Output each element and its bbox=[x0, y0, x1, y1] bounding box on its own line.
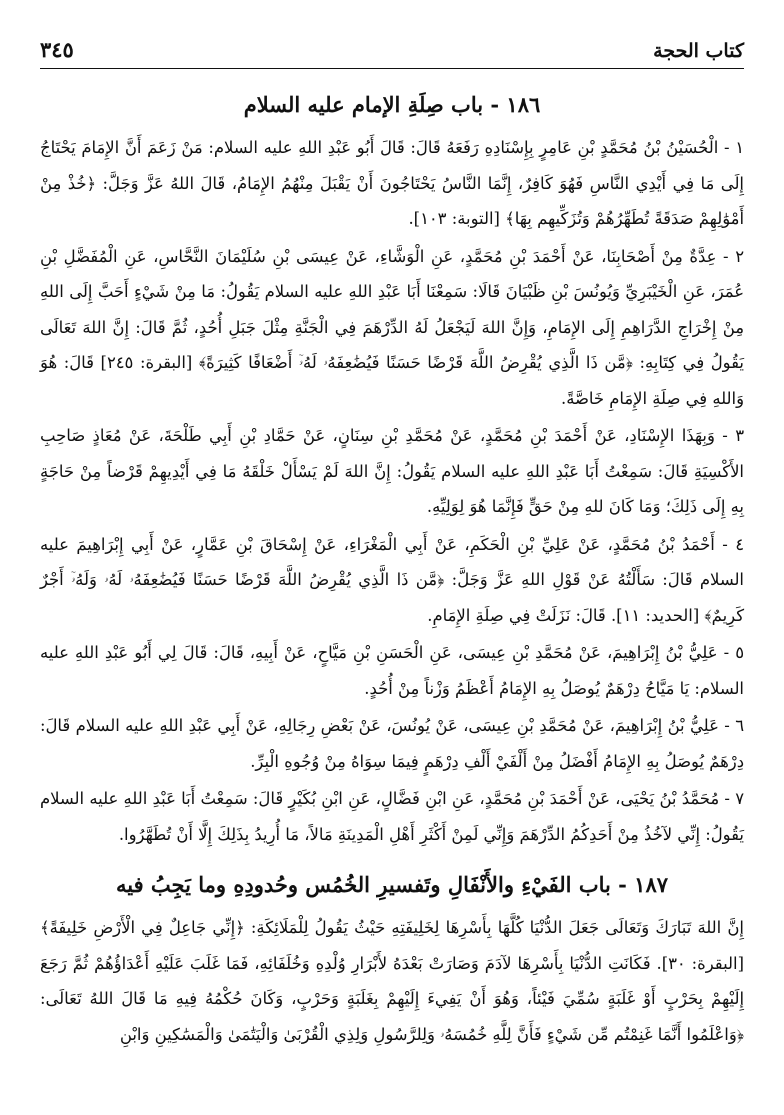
page-content bbox=[40, 88, 744, 1054]
hadith-5: ٥ - عَلِيُّ بْنُ إِبْرَاهِيمَ، عَنْ مُحَمَّدِ بْنِ عِيسَى، عَنِ الْحَسَنِ بْنِ مَيَّاحٍ، عَنْ أَبِيهِ، قَالَ: قَالَ لِي أَبُو عَبْدِ اللهِ عليه السلام: يَا مَيَّاحُ دِرْهَمٌ يُوصَلُ بِهِ الإِمَامُ أَعْظَمُ وَزْناً مِنْ أُحُدٍ. bbox=[40, 643, 744, 698]
hadith-6: ٦ - عَلِيُّ بْنُ إِبْرَاهِيمَ، عَنْ مُحَمَّدِ بْنِ عِيسَى، عَنْ يُونُسَ، عَنْ بَعْضِ رِجَالِهِ، عَنْ أَبِي عَبْدِ اللهِ عليه السلام قَالَ: دِرْهَمٌ يُوصَلُ بِهِ الإِمَامُ أَفْضَلُ مِنْ أَلْفَيْ أَلْفِ دِرْهَمٍ فِيمَا سِوَاهُ مِنْ وُجُوهِ الْبِرِّ. bbox=[40, 716, 744, 771]
running-header bbox=[40, 28, 744, 69]
page-number: ٣٤٥ bbox=[40, 37, 74, 62]
chapter-heading-186: ١٨٦ - باب صِلَةِ الإمام عليه السلام bbox=[243, 92, 541, 117]
hadith-2: ٢ - عِدَّةٌ مِنْ أَصْحَابِنَا، عَنْ أَحْمَدَ بْنِ مُحَمَّدٍ، عَنِ الْوَشَّاءِ، عَنْ عِيسَى بْنِ سُلَيْمَانَ النَّحَّاسِ، عَنِ الْمُفَضَّلِ بْنِ عُمَرَ، عَنِ الْخَيْبَرِيِّ وَيُونُسَ بْنِ ظَبْيَانَ قَالَا: سَمِعْنَا أَبَا عَبْدِ اللهِ عليه السلام يَقُولُ: مَا مِنْ شَيْءٍ أَحَبَّ إِلَى اللهِ مِنْ إِخْرَاجِ الدَّرَاهِمِ إِلَى الإِمَامِ، وَإِنَّ اللهَ لَيَجْعَلُ لَهُ الدِّرْهَمَ فِي الْجَنَّةِ مِثْلَ جَبَلِ أُحُدٍ، ثُمَّ قَالَ: إِنَّ اللهَ تَعَالَى يَقُولُ فِي كِتَابِهِ: ﴿مَّن ذَا الَّذِي يُقْرِضُ اللَّهَ قَرْضًا حَسَنًا فَيُضَٰعِفَهُۥ لَهُۥٓ أَضْعَافًا كَثِيرَةً﴾ [البقرة: ٢٤٥] قَالَ: هُوَ وَاللهِ فِي صِلَةِ الإِمَامِ خَاصَّةً. bbox=[40, 246, 744, 408]
book-title: كتاب الحجة bbox=[653, 40, 744, 62]
chapter-heading-187: ١٨٧ - باب الفَيْءِ والأَنْفَالِ وتَفسيرِ الخُمُس وحُدودِهِ وما يَجِبُ فيه bbox=[115, 872, 669, 897]
section-spacer bbox=[40, 854, 744, 868]
hadith-1: ١ - الْحُسَيْنُ بْنُ مُحَمَّدٍ بْنِ عَامِرٍ بِإِسْنَادِهِ رَفَعَهُ قَالَ: قَالَ أَبُو عَبْدِ اللهِ عليه السلام: مَنْ زَعَمَ أَنَّ الإِمَامَ يَحْتَاجُ إِلَى مَا فِي أَيْدِي النَّاسِ فَهُوَ كَافِرٌ، إِنَّمَا النَّاسُ يَحْتَاجُونَ أَنْ يَقْبَلَ مِنْهُمُ الإِمَامُ، قَالَ اللهُ عَزَّ وَجَلَّ: ﴿خُذْ مِنْ أَمْوَٰلِهِمْ صَدَقَةً تُطَهِّرُهُمْ وَتُزَكِّيهِم بِهَا﴾ [التوبة: ١٠٣]. bbox=[40, 138, 744, 228]
hadith-3: ٣ - وَبِهَذَا الإِسْنَادِ، عَنْ أَحْمَدَ بْنِ مُحَمَّدٍ، عَنْ مُحَمَّدِ بْنِ سِنَانٍ، عَنْ حَمَّادِ بْنِ أَبِي طَلْحَةَ، عَنْ مُعَاذٍ صَاحِبِ الأَكْسِيَةِ قَالَ: سَمِعْتُ أَبَا عَبْدِ اللهِ عليه السلام يَقُولُ: إِنَّ اللهَ لَمْ يَسْأَلْ خَلْقَهُ مَا فِي أَيْدِيهِمْ قَرْضاً مِنْ حَاجَةٍ بِهِ إِلَى ذَلِكَ؛ وَمَا كَانَ للهِ مِنْ حَقٍّ فَإِنَّمَا هُوَ لِوَلِيِّهِ. bbox=[40, 426, 744, 516]
hadith-7: ٧ - مُحَمَّدُ بْنُ يَحْيَى، عَنْ أَحْمَدَ بْنِ مُحَمَّدٍ، عَنِ ابْنِ فَضَّالٍ، عَنِ ابْنِ بُكَيْرٍ قَالَ: سَمِعْتُ أَبَا عَبْدِ اللهِ عليه السلام يَقُولُ: إِنِّي لآخُذُ مِنْ أَحَدِكُمُ الدِّرْهَمَ وَإِنِّي لَمِنْ أَكْثَرِ أَهْلِ الْمَدِينَةِ مَالاً، مَا أُرِيدُ بِذَلِكَ إِلَّا أَنْ تُطَهَّرُوا. bbox=[40, 789, 744, 844]
chapter-187-intro: إِنَّ اللهَ تَبَارَكَ وَتَعَالَى جَعَلَ الدُّنْيَا كُلَّهَا بِأَسْرِهَا لِخَلِيفَتِهِ حَيْثُ يَقُولُ لِلْمَلَائِكَةِ: ﴿إِنِّي جَاعِلٌ فِي الْأَرْضِ خَلِيفَةً﴾ [البقرة: ٣٠]. فَكَانَتِ الدُّنْيَا بِأَسْرِهَا لآدَمَ وَصَارَتْ بَعْدَهُ لأَبْرَارِ وُلْدِهِ وَخُلَفَائِهِ، فَمَا غَلَبَ عَلَيْهِ أَعْدَاؤُهُمْ ثُمَّ رَجَعَ إِلَيْهِمْ بِحَرْبٍ أَوْ غَلَبَةٍ سُمِّيَ فَيْئاً، وَهُوَ أَنْ يَفِيءَ إِلَيْهِمْ بِغَلَبَةٍ وَحَرْبٍ، وَكَانَ حُكْمُهُ فِيهِ مَا قَالَ اللهُ تَعَالَى: ﴿وَاعْلَمُوا أَنَّمَا غَنِمْتُم مِّن شَيْءٍ فَأَنَّ لِلَّهِ خُمُسَهُۥ وَلِلرَّسُولِ وَلِذِي الْقُرْبَىٰ وَالْيَتَٰمَىٰ وَالْمَسَٰكِينِ وَابْنِ bbox=[40, 918, 744, 1044]
hadith-4: ٤ - أَحْمَدُ بْنُ مُحَمَّدٍ، عَنْ عَلِيِّ بْنِ الْحَكَمِ، عَنْ أَبِي الْمَغْرَاءِ، عَنْ إِسْحَاقَ بْنِ عَمَّارٍ، عَنْ أَبِي إِبْرَاهِيمَ عليه السلام قَالَ: سَأَلْتُهُ عَنْ قَوْلِ اللهِ عَزَّ وَجَلَّ: ﴿مَّن ذَا الَّذِي يُقْرِضُ اللَّهَ قَرْضًا حَسَنًا فَيُضَٰعِفَهُۥ لَهُۥ وَلَهُۥٓ أَجْرٌ كَرِيمٌ﴾ [الحديد: ١١]. قَالَ: نَزَلَتْ فِي صِلَةِ الإِمَامِ. bbox=[40, 534, 744, 625]
